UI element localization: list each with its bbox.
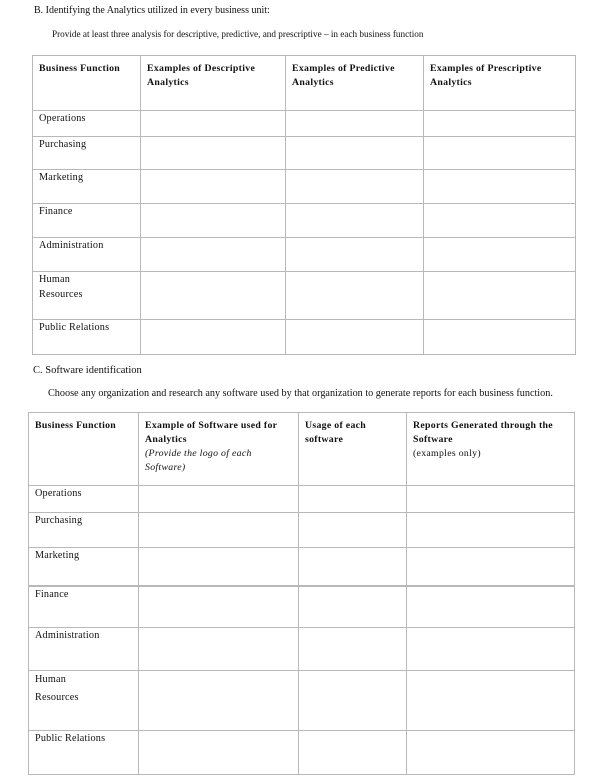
cell-software[interactable]: [139, 486, 299, 513]
cell-usage[interactable]: [299, 587, 407, 628]
header-business-function: Business Function: [29, 413, 139, 486]
header-prescriptive: Examples of Prescriptive Analytics: [424, 56, 576, 111]
cell-descriptive[interactable]: [141, 238, 286, 272]
row-label-human-resources: Human Resources: [39, 274, 83, 300]
cell-descriptive[interactable]: [141, 170, 286, 204]
cell-descriptive[interactable]: [141, 204, 286, 238]
table-row: [33, 320, 576, 355]
cell-prescriptive[interactable]: [424, 170, 576, 204]
cell-reports[interactable]: [407, 628, 575, 671]
section-c-instruction: Choose any organization and research any software used by that organization to generate reports for each business function.: [48, 388, 553, 399]
section-b-instruction: Provide at least three analysis for descriptive, predictive, and prescriptive – in each business function: [52, 29, 424, 39]
cell-descriptive[interactable]: [141, 272, 286, 320]
table-row: [29, 486, 575, 513]
cell-usage[interactable]: [299, 486, 407, 513]
cell-predictive[interactable]: [286, 170, 424, 204]
cell-reports[interactable]: [407, 513, 575, 548]
cell-prescriptive[interactable]: [424, 238, 576, 272]
row-label-public-relations: Public Relations: [39, 322, 110, 333]
cell-predictive[interactable]: [286, 238, 424, 272]
header-reports: Reports Generated through the Software (examples only): [407, 413, 575, 486]
cell-software[interactable]: [139, 513, 299, 548]
cell-usage[interactable]: [299, 513, 407, 548]
software-table: [28, 412, 575, 586]
table-row: [29, 548, 575, 586]
analytics-table: [32, 55, 576, 355]
header-business-function: Business Function: [33, 56, 141, 111]
row-label-administration: Administration: [39, 240, 104, 251]
cell-reports[interactable]: [407, 486, 575, 513]
cell-software[interactable]: [139, 731, 299, 775]
row-label-administration: Administration: [35, 630, 100, 641]
header-descriptive: Examples of Descriptive Analytics: [141, 56, 286, 111]
software-table-header-row: [29, 413, 575, 486]
header-software: Example of Software used for Analytics (Provide the logo of each Software): [139, 413, 299, 486]
cell-software[interactable]: [139, 671, 299, 731]
section-b-title: B. Identifying the Analytics utilized in every business unit:: [34, 5, 270, 16]
row-label-finance: Finance: [35, 589, 69, 600]
table-row: [29, 513, 575, 548]
table-row: [33, 111, 576, 137]
row-label-purchasing: Purchasing: [35, 515, 83, 526]
row-label-marketing: Marketing: [39, 172, 84, 183]
table-row: [29, 628, 575, 671]
row-label-operations: Operations: [39, 113, 86, 124]
table-row: [33, 272, 576, 320]
cell-descriptive[interactable]: [141, 320, 286, 355]
cell-reports[interactable]: [407, 731, 575, 775]
cell-prescriptive[interactable]: [424, 111, 576, 137]
cell-predictive[interactable]: [286, 111, 424, 137]
row-label-finance: Finance: [39, 206, 73, 217]
cell-predictive[interactable]: [286, 204, 424, 238]
row-label-operations: Operations: [35, 488, 82, 499]
cell-reports[interactable]: [407, 671, 575, 731]
cell-reports[interactable]: [407, 548, 575, 586]
cell-usage[interactable]: [299, 671, 407, 731]
table-row: [33, 204, 576, 238]
table-row: [33, 238, 576, 272]
cell-predictive[interactable]: [286, 272, 424, 320]
row-label-public-relations: Public Relations: [35, 733, 106, 744]
cell-prescriptive[interactable]: [424, 320, 576, 355]
cell-predictive[interactable]: [286, 320, 424, 355]
cell-software[interactable]: [139, 628, 299, 671]
cell-prescriptive[interactable]: [424, 272, 576, 320]
table-row: [29, 731, 575, 775]
table-row: [33, 170, 576, 204]
cell-usage[interactable]: [299, 731, 407, 775]
header-usage: Usage of each software: [299, 413, 407, 486]
software-table-continued: [28, 586, 575, 775]
cell-descriptive[interactable]: [141, 137, 286, 170]
cell-software[interactable]: [139, 587, 299, 628]
table-row: [33, 137, 576, 170]
header-software-note: (Provide the logo of each Software): [145, 448, 252, 473]
cell-reports[interactable]: [407, 587, 575, 628]
row-label-human-resources: Human Resources: [35, 674, 79, 703]
header-reports-note: (examples only): [413, 448, 481, 459]
section-c-title: C. Software identification: [33, 365, 142, 376]
cell-predictive[interactable]: [286, 137, 424, 170]
analytics-table-header-row: [33, 56, 576, 111]
cell-prescriptive[interactable]: [424, 137, 576, 170]
cell-descriptive[interactable]: [141, 111, 286, 137]
row-label-marketing: Marketing: [35, 550, 80, 561]
table-row: [29, 671, 575, 731]
header-predictive: Examples of Predictive Analytics: [286, 56, 424, 111]
cell-prescriptive[interactable]: [424, 204, 576, 238]
cell-software[interactable]: [139, 548, 299, 586]
cell-usage[interactable]: [299, 628, 407, 671]
row-label-purchasing: Purchasing: [39, 139, 87, 150]
table-row: [29, 587, 575, 628]
cell-usage[interactable]: [299, 548, 407, 586]
